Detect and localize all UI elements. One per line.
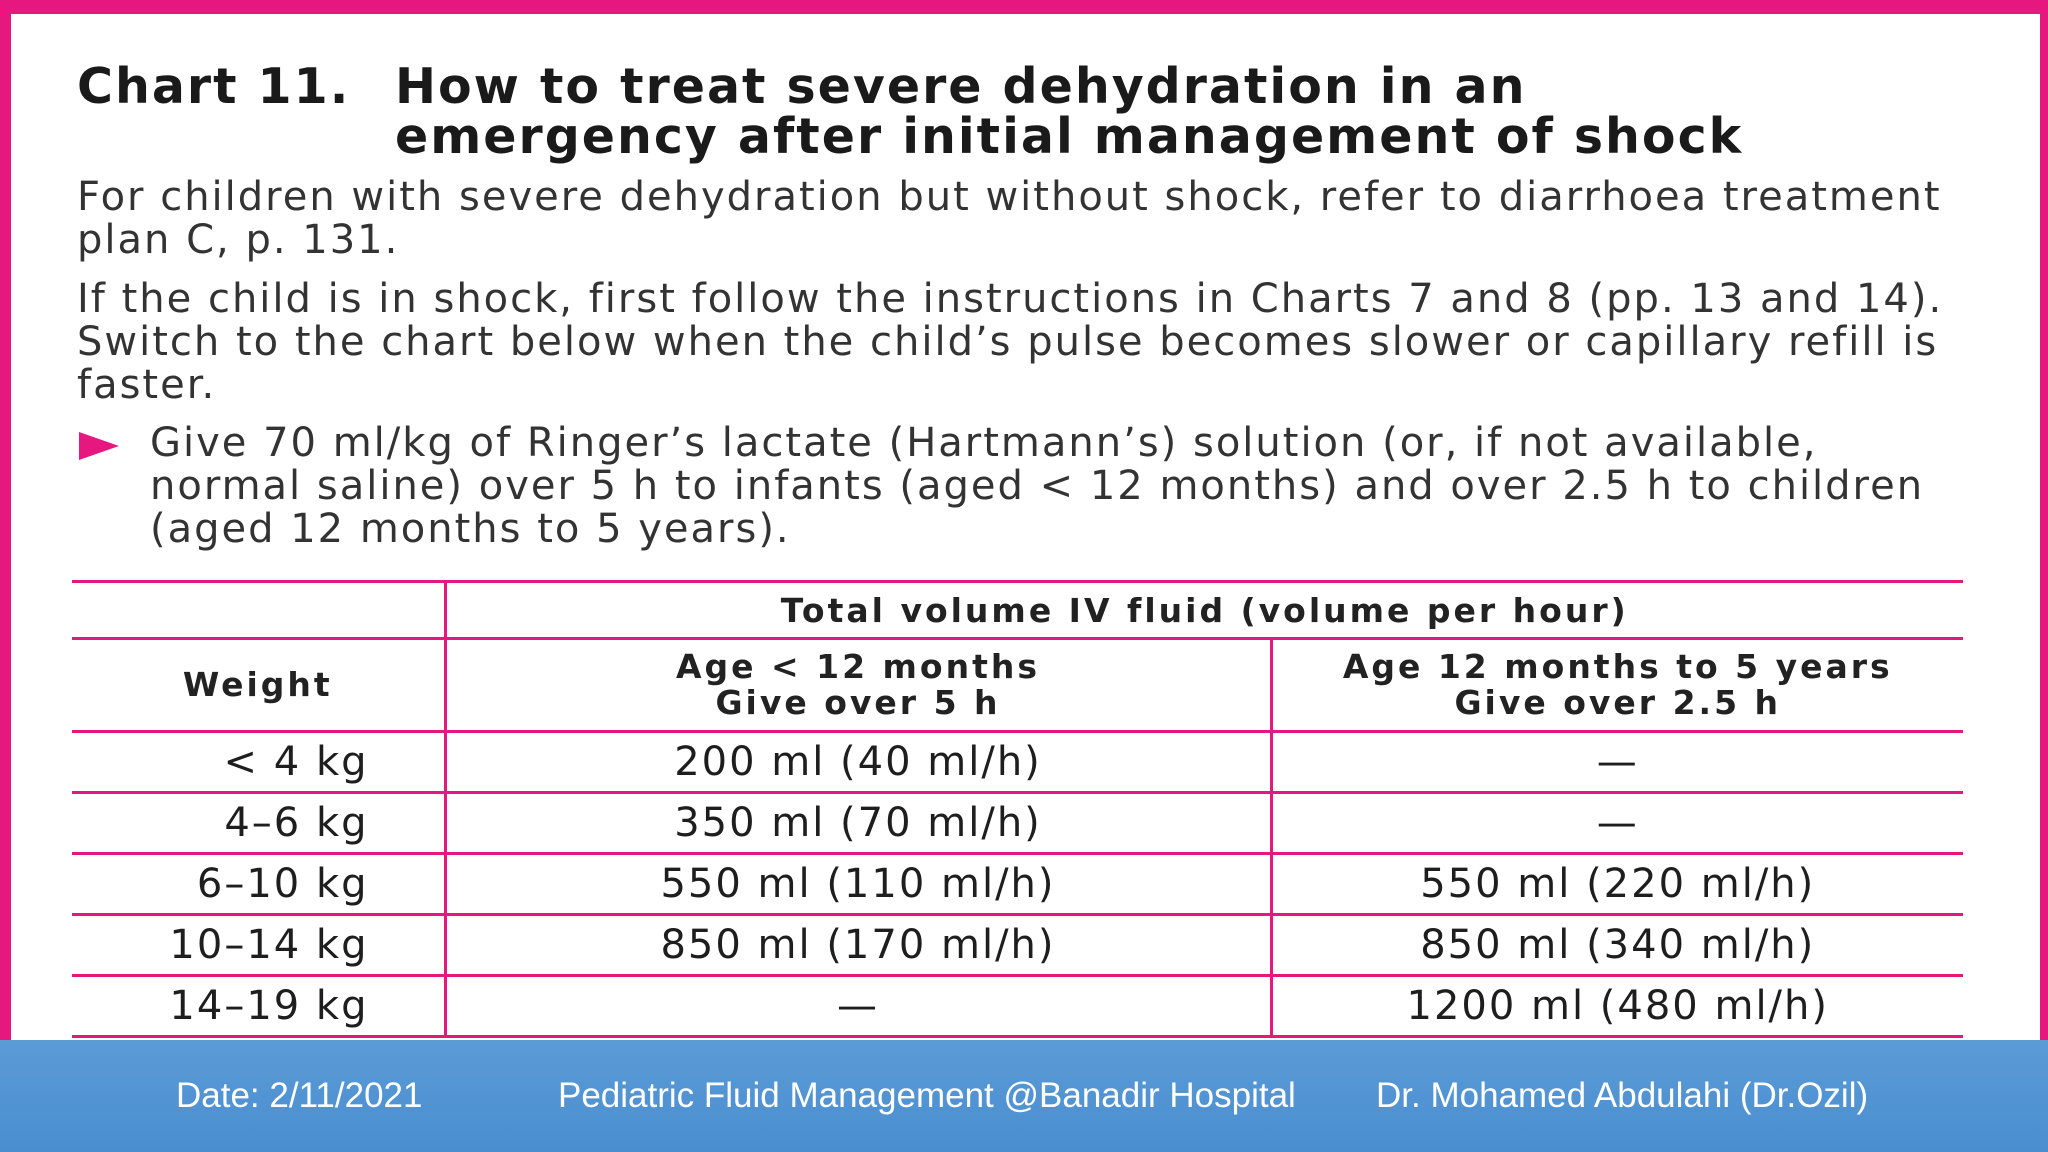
footer-date: Date: 2/11/2021 (176, 1076, 423, 1115)
empty-header-cell (72, 582, 445, 639)
child-volume-cell: — (1271, 732, 1963, 793)
weight-cell: 14–19 kg (72, 976, 445, 1037)
bullet-text: Give 70 ml/kg of Ringer’s lactate (Hartmann’s) solution (or, if not available, normal saline) over 5 h to infants (aged < 12 months) and over 2.5 h to children (aged 12 months to 5 years). (150, 420, 1925, 552)
infant-volume-cell: 550 ml (110 ml/h) (445, 854, 1271, 915)
weight-cell: 4–6 kg (72, 793, 445, 854)
child-volume-cell: 1200 ml (480 ml/h) (1271, 976, 1963, 1037)
table-group-header-row (72, 582, 1963, 639)
footer-author: Dr. Mohamed Abdulahi (Dr.Ozil) (1376, 1076, 1869, 1115)
footer-title: Pediatric Fluid Management @Banadir Hospital (558, 1076, 1296, 1115)
table-row (72, 732, 1963, 793)
infant-volume-cell: — (445, 976, 1271, 1037)
child-volume-cell: 550 ml (220 ml/h) (1271, 854, 1963, 915)
child-header-line2: Give over 2.5 h (1454, 683, 1782, 722)
weight-header: Weight (72, 639, 445, 732)
slide-footer (0, 1040, 2048, 1152)
chart-number: Chart 11. (77, 58, 351, 115)
right-triangle-arrow-icon (79, 432, 119, 460)
weight-cell: < 4 kg (72, 732, 445, 793)
infant-header-line2: Give over 5 h (715, 683, 1001, 722)
weight-cell: 6–10 kg (72, 854, 445, 915)
infant-volume-cell: 200 ml (40 ml/h) (445, 732, 1271, 793)
child-volume-cell: — (1271, 793, 1963, 854)
page-title (77, 58, 1995, 165)
table-row (72, 976, 1963, 1037)
chart-title-line2: emergency after initial management of shock (395, 108, 1744, 165)
infant-volume-cell: 850 ml (170 ml/h) (445, 915, 1271, 976)
table-row (72, 915, 1963, 976)
weight-cell: 10–14 kg (72, 915, 445, 976)
intro-paragraph: For children with severe dehydration but without shock, refer to diarrhoea treatment plan C, p. 131. (77, 174, 1942, 263)
child-header-line1: Age 12 months to 5 years (1342, 647, 1893, 686)
child-volume-cell: 850 ml (340 ml/h) (1271, 915, 1963, 976)
chart-title-line1: How to treat severe dehydration in an (395, 58, 1527, 115)
shock-paragraph: If the child is in shock, first follow the instructions in Charts 7 and 8 (pp. 13 and 14). Switch to the chart below when the child’s pulse becomes slower or capillary refill is faster. (77, 276, 1944, 408)
table-header-row (72, 639, 1963, 732)
fluid-table (72, 580, 1963, 1038)
group-header: Total volume IV fluid (volume per hour) (445, 582, 1963, 639)
chart-title (395, 58, 1995, 165)
table-row (72, 793, 1963, 854)
infant-header-line1: Age < 12 months (675, 647, 1041, 686)
infant-volume-cell: 350 ml (70 ml/h) (445, 793, 1271, 854)
table-row (72, 854, 1963, 915)
infant-column-header (445, 639, 1271, 732)
child-column-header (1271, 639, 1963, 732)
